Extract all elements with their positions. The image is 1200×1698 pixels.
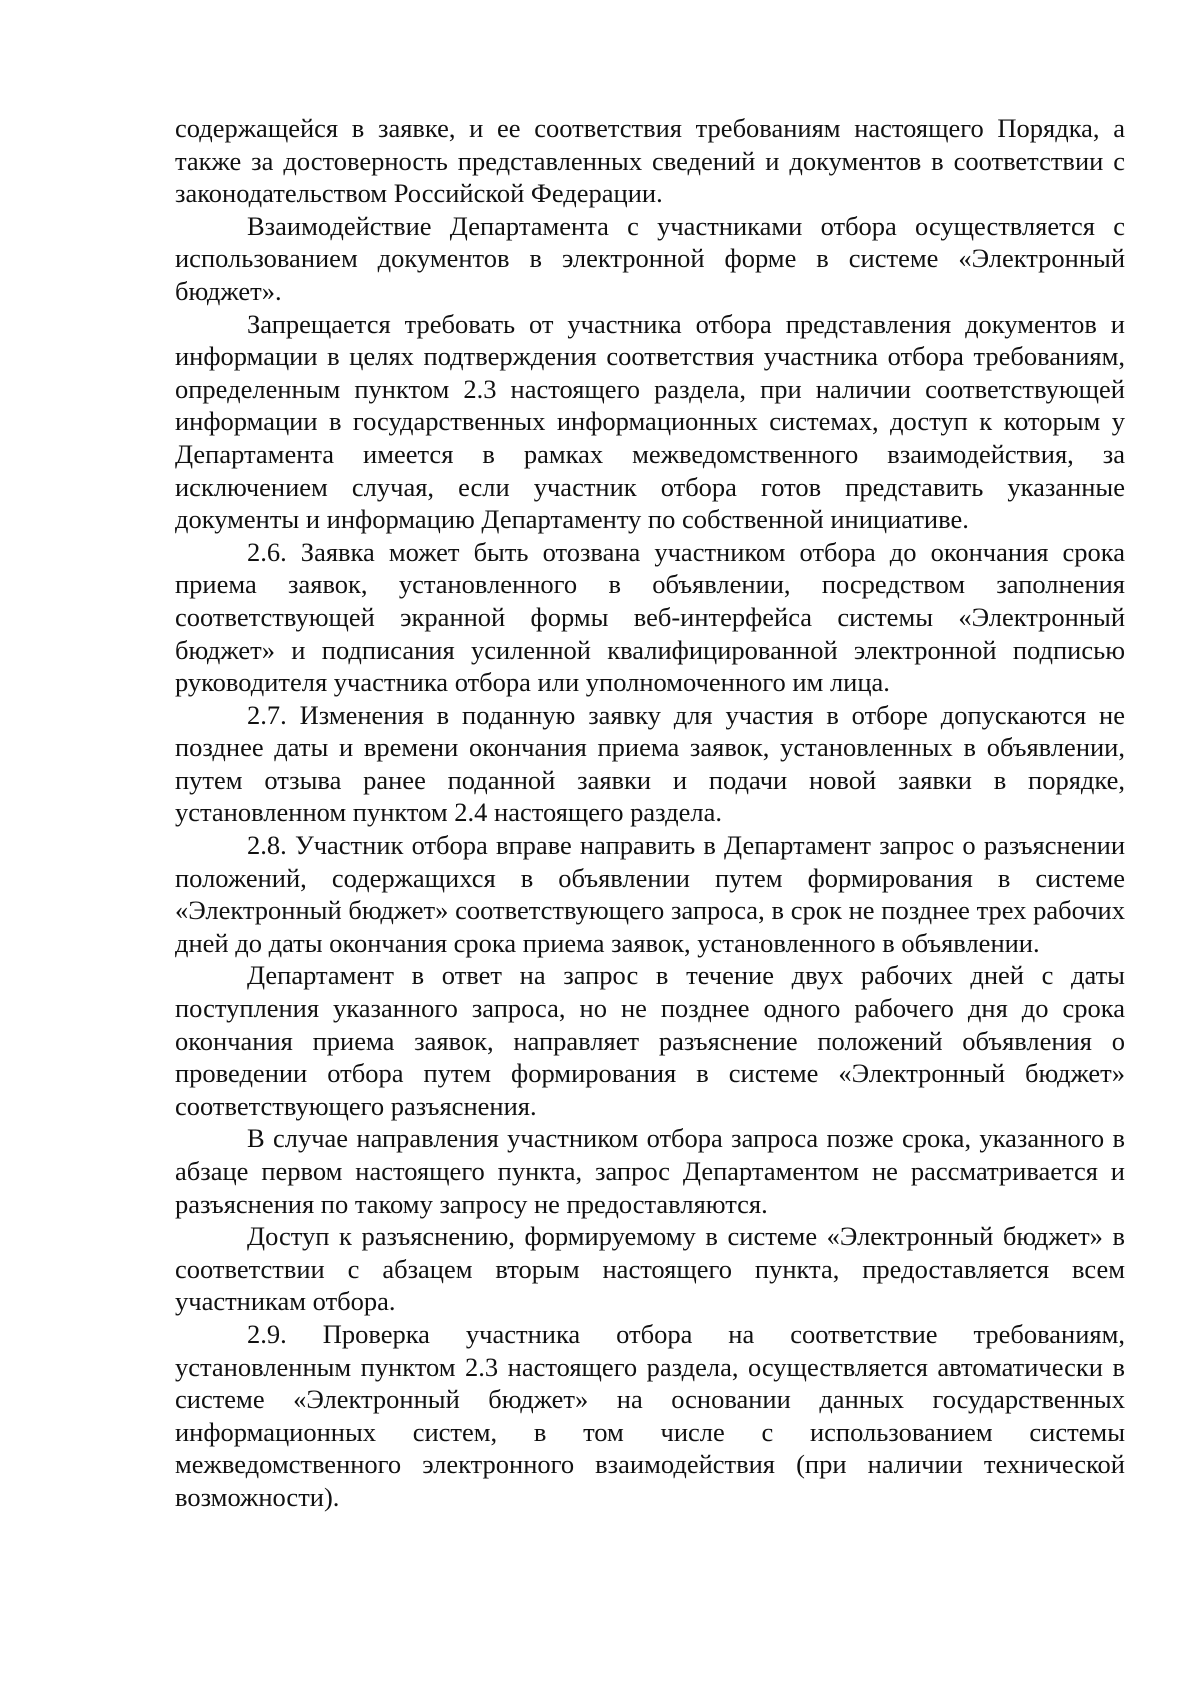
paragraph-2-7: 2.7. Изменения в поданную заявку для участия в отборе допускаются не позднее даты и времени окончания приема заявок, установленных в объявлении, путем отзыва ранее поданной заявки и подачи новой заявки в порядке, установленном пунктом 2.4 настоящего раздела. xyxy=(175,699,1125,828)
paragraph-2-9: 2.9. Проверка участника отбора на соответствие требованиям, установленным пунктом 2.3 настоящего раздела, осуществляется автоматически в системе «Электронный бюджет» на основании данных государственных информационных систем, в том числе с использованием системы межведомственного электронного взаимодействия (при наличии технической возможности). xyxy=(175,1318,1125,1512)
paragraph-interaction-electronic: Взаимодействие Департамента с участниками отбора осуществляется с использованием документов в электронной форме в системе «Электронный бюджет». xyxy=(175,210,1125,306)
paragraph-2-6: 2.6. Заявка может быть отозвана участником отбора до окончания срока приема заявок, установленного в объявлении, посредством заполнения соответствующей экранной формы веб-интерфейса системы «Электронный бюджет» и подписания усиленной квалифицированной электронной подписью руководителя участника отбора или уполномоченного им лица. xyxy=(175,536,1125,698)
paragraph-late-request: В случае направления участником отбора запроса позже срока, указанного в абзаце первом настоящего пункта, запрос Департаментом не рассматривается и разъяснения по такому запросу не предоставляются. xyxy=(175,1123,1125,1219)
document-page xyxy=(175,112,1125,1514)
paragraph-department-response: Департамент в ответ на запрос в течение двух рабочих дней с даты поступления указанного запроса, но не позднее одного рабочего дня до срока окончания приема заявок, направляет разъяснение положений объявления о проведении отбора путем формирования в системе «Электронный бюджет» соответствующего разъяснения. xyxy=(175,960,1125,1121)
paragraph-access-clarification: Доступ к разъяснению, формируемому в системе «Электронный бюджет» в соответствии с абзацем вторым настоящего пункта, предоставляется всем участникам отбора. xyxy=(175,1221,1125,1317)
paragraph-prohibition: Запрещается требовать от участника отбора представления документов и информации в целях подтверждения соответствия участника отбора требованиям, определенным пунктом 2.3 настоящего раздела, при наличии соответствующей информации в государственных информационных системах, доступ к которым у Департамента имеется в рамках межведомственного взаимодействия, за исключением случая, если участник отбора готов представить указанные документы и информацию Департаменту по собственной инициативе. xyxy=(175,308,1125,535)
paragraph-continuation: содержащейся в заявке, и ее соответствия требованиям настоящего Порядка, а также за достоверность представленных сведений и документов в соответствии с законодательством Российской Федерации. xyxy=(175,113,1125,209)
paragraph-2-8: 2.8. Участник отбора вправе направить в Департамент запрос о разъяснении положений, содержащихся в объявлении путем формирования в системе «Электронный бюджет» соответствующего запроса, в срок не позднее трех рабочих дней до даты окончания срока приема заявок, установленного в объявлении. xyxy=(175,830,1125,958)
